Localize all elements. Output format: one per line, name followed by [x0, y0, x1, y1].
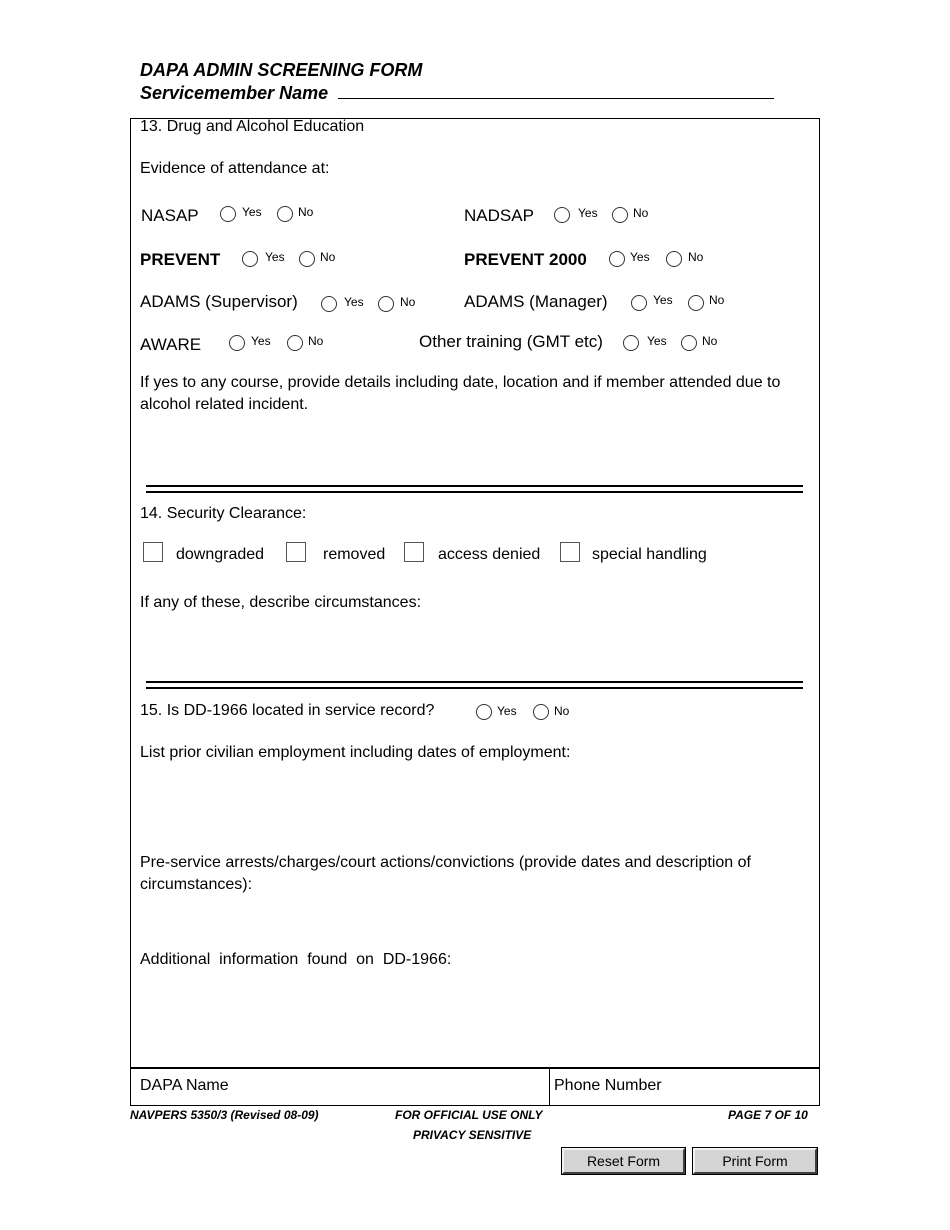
downgraded-label: downgraded: [176, 546, 265, 563]
nasap-no-label: No: [298, 205, 314, 219]
nadsap-yes-radio[interactable]: [554, 207, 570, 223]
prevent-2000-yes-label: Yes: [630, 250, 650, 264]
other-training-no-label: No: [702, 334, 718, 348]
special-handling-checkbox[interactable]: [560, 542, 580, 562]
other-training-yes-label: Yes: [647, 334, 667, 348]
reset-form-button[interactable]: Reset Form: [562, 1148, 685, 1174]
removed-checkbox[interactable]: [286, 542, 306, 562]
prevent-2000-no-label: No: [688, 250, 704, 264]
other-training-no-radio[interactable]: [681, 335, 697, 351]
dapa-name-label: DAPA Name: [140, 1077, 229, 1094]
other-training-yes-radio[interactable]: [623, 335, 639, 351]
aware-no-label: No: [308, 334, 324, 348]
adams-supervisor-no-radio[interactable]: [378, 296, 394, 312]
removed-label: removed: [323, 546, 386, 563]
prevent-yes-radio[interactable]: [242, 251, 258, 267]
circumstances-field[interactable]: [138, 616, 810, 676]
access-denied-checkbox[interactable]: [404, 542, 424, 562]
arrests-label: Pre-service arrests/charges/court actions/convictions (provide dates and description of circumstances):: [140, 854, 751, 893]
section-14-heading: 14. Security Clearance:: [140, 505, 307, 522]
dd1966-yes-radio[interactable]: [476, 704, 492, 720]
servicemember-name-field[interactable]: [338, 98, 774, 99]
circumstances-label: If any of these, describe circumstances:: [140, 594, 422, 611]
print-form-button[interactable]: Print Form: [693, 1148, 817, 1174]
section-divider: [146, 485, 803, 493]
prevent-label: PREVENT: [140, 250, 221, 269]
nasap-yes-radio[interactable]: [220, 206, 236, 222]
prevent-no-label: No: [320, 250, 336, 264]
dapa-name-box[interactable]: [130, 1068, 550, 1106]
prevent-2000-no-radio[interactable]: [666, 251, 682, 267]
dd1966-no-radio[interactable]: [533, 704, 549, 720]
adams-manager-yes-radio[interactable]: [631, 295, 647, 311]
adams-manager-no-radio[interactable]: [688, 295, 704, 311]
course-details-instructions: If yes to any course, provide details including date, location and if member attended due to alcohol related incident.: [140, 374, 781, 413]
adams-manager-yes-label: Yes: [653, 293, 673, 307]
aware-yes-label: Yes: [251, 334, 271, 348]
prevent-no-radio[interactable]: [299, 251, 315, 267]
prevent-2000-label: PREVENT 2000: [464, 250, 587, 269]
nadsap-yes-label: Yes: [578, 206, 598, 220]
privacy-notice: PRIVACY SENSITIVE: [413, 1128, 532, 1142]
phone-number-box[interactable]: [549, 1068, 820, 1106]
phone-number-label: Phone Number: [554, 1077, 662, 1094]
evidence-label: Evidence of attendance at:: [140, 160, 330, 177]
adams-manager-label: ADAMS (Manager): [464, 292, 608, 311]
nadsap-no-radio[interactable]: [612, 207, 628, 223]
access-denied-label: access denied: [438, 546, 541, 563]
nasap-no-radio[interactable]: [277, 206, 293, 222]
downgraded-checkbox[interactable]: [143, 542, 163, 562]
additional-info-label: Additional information found on DD-1966:: [140, 951, 452, 968]
prevent-yes-label: Yes: [265, 250, 285, 264]
arrests-field[interactable]: [138, 898, 810, 943]
adams-supervisor-yes-label: Yes: [344, 295, 364, 309]
dd1966-yes-label: Yes: [497, 704, 517, 718]
employment-field[interactable]: [138, 768, 810, 848]
adams-supervisor-label: ADAMS (Supervisor): [140, 292, 298, 311]
dd1966-no-label: No: [554, 704, 570, 718]
dd1966-question: 15. Is DD-1966 located in service record?: [140, 702, 435, 719]
aware-no-radio[interactable]: [287, 335, 303, 351]
nadsap-no-label: No: [633, 206, 649, 220]
additional-info-field[interactable]: [138, 975, 810, 1063]
form-number: NAVPERS 5350/3 (Revised 08-09): [130, 1108, 319, 1122]
employment-label: List prior civilian employment including dates of employment:: [140, 744, 571, 761]
nadsap-label: NADSAP: [464, 206, 534, 225]
adams-supervisor-yes-radio[interactable]: [321, 296, 337, 312]
adams-supervisor-no-label: No: [400, 295, 416, 309]
section-divider: [146, 681, 803, 689]
prevent-2000-yes-radio[interactable]: [609, 251, 625, 267]
servicemember-name-label: Servicemember Name: [140, 83, 329, 103]
nasap-label: NASAP: [141, 206, 199, 225]
nasap-yes-label: Yes: [242, 205, 262, 219]
other-training-label: Other training (GMT etc): [419, 332, 603, 351]
page-number: PAGE 7 OF 10: [728, 1108, 808, 1122]
aware-yes-radio[interactable]: [229, 335, 245, 351]
special-handling-label: special handling: [592, 546, 707, 563]
aware-label: AWARE: [140, 335, 202, 354]
section-13-heading: 13. Drug and Alcohol Education: [140, 118, 365, 135]
adams-manager-no-label: No: [709, 293, 725, 307]
official-use-notice: FOR OFFICIAL USE ONLY: [395, 1108, 543, 1122]
form-title: DAPA ADMIN SCREENING FORM: [140, 60, 423, 80]
course-details-field[interactable]: [138, 418, 810, 480]
